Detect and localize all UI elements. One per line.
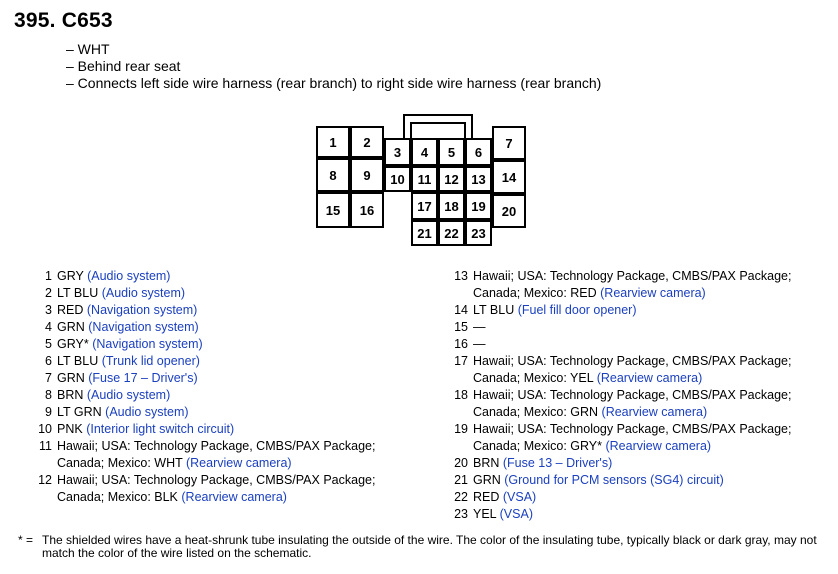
pin-circuit-description: (Audio system) [105,405,189,419]
pin-circuit-description: (VSA) [502,490,537,504]
pin-number: 2 [45,286,52,300]
connector-pin-11: 11 [411,166,438,192]
pin-circuit-description: (Ground for PCM sensors (SG4) circuit) [504,473,724,487]
pin-number: 13 [454,269,468,283]
pin-entry-23 [446,506,834,523]
pin-wire-info: BRN [57,388,87,402]
pin-number: 22 [454,490,468,504]
connector-pin-13: 13 [465,166,492,192]
pin-circuit-description: (Rearview camera) [185,456,292,470]
pin-entry-12 [30,472,430,506]
connector-pin-18: 18 [438,192,465,220]
pin-wire-info: LT BLU [57,354,102,368]
pin-wire-info: LT GRN [57,405,106,419]
pin-circuit-description: (Navigation system) [88,320,199,334]
pin-wire-info: PNK [57,422,87,436]
pin-wire-info: Hawaii; USA: Technology Package, CMBS/PAX Package; [473,388,792,402]
pin-number: 16 [454,337,468,351]
pin-number: 3 [45,303,52,317]
pin-circuit-description: (Rearview camera) [605,439,712,453]
pin-wire-info: Hawaii; USA: Technology Package, CMBS/PAX Package; [473,422,792,436]
pin-number: 21 [454,473,468,487]
pin-number: 20 [454,456,468,470]
pin-circuit-description: (Audio system) [86,388,171,402]
pin-wire-info: Hawaii; USA: Technology Package, CMBS/PAX Package; [473,269,792,283]
pin-number: 15 [454,320,468,334]
connector-pin-23: 23 [465,220,492,246]
pin-wire-info: LT BLU [57,286,102,300]
connector-color-note: – WHT [66,41,110,57]
pin-entry-20 [446,455,834,472]
connector-pin-7: 7 [492,126,526,160]
pin-circuit-description: (Fuel fill door opener) [517,303,637,317]
pin-number: 9 [45,405,52,419]
footnote-mark: * = [18,533,34,547]
pin-wire-info: GRN [57,320,89,334]
connector-pin-17: 17 [411,192,438,220]
pin-circuit-description: (Fuse 17 – Driver's) [88,371,198,385]
connector-pin-6: 6 [465,138,492,166]
pin-entry-21 [446,472,834,489]
connector-pin-1: 1 [316,126,350,158]
connector-connection-note: – Connects left side wire harness (rear branch) to right side wire harness (rear branch) [66,75,602,91]
footnote [18,534,828,560]
pin-number: 4 [45,320,52,334]
pin-entry-13 [446,268,834,302]
pin-wire-info: GRN [57,371,89,385]
pin-wire-info: GRN [473,473,505,487]
connector-pin-15: 15 [316,192,350,228]
pin-entry-9 [30,404,430,421]
pin-entry-17 [446,353,834,387]
pin-number: 7 [45,371,52,385]
pin-entry-8 [30,387,430,404]
connector-pin-12: 12 [438,166,465,192]
pin-wire-info: LT BLU [473,303,518,317]
pin-number: 1 [45,269,52,283]
pin-wire-info: YEL [473,507,500,521]
pin-wire-info: Canada; Mexico: YEL [473,371,597,385]
pin-entry-16 [446,336,834,353]
pin-list-right [446,268,834,523]
pin-number: 12 [38,473,52,487]
pin-number: 11 [39,439,52,453]
page-title: 395. C653 [14,9,113,32]
connector-notes [66,41,601,92]
connector-pin-21: 21 [411,220,438,246]
pin-entry-18 [446,387,834,421]
pin-circuit-description: (Interior light switch circuit) [86,422,235,436]
pin-wire-info: — [473,320,486,334]
pin-circuit-description: (Rearview camera) [601,405,708,419]
pin-circuit-description: (VSA) [499,507,533,521]
connector-pin-22: 22 [438,220,465,246]
connector-pin-5: 5 [438,138,465,166]
pin-number: 8 [45,388,52,402]
connector-pin-9: 9 [350,158,384,192]
pin-wire-info: GRY* [57,337,93,351]
pin-circuit-description: (Navigation system) [92,337,203,351]
pin-wire-info: Hawaii; USA: Technology Package, CMBS/PAX Package; [473,354,792,368]
pin-number: 5 [45,337,52,351]
footnote-text: The shielded wires have a heat-shrunk tube insulating the outside of the wire. The color of the insulating tube, typically black or dark gray, may not match the color of the wire listed on the schematic. [42,533,817,560]
pin-entry-19 [446,421,834,455]
pin-wire-info: Hawaii; USA: Technology Package, CMBS/PAX Package; [57,473,376,487]
pin-circuit-description: (Rearview camera) [596,371,703,385]
pin-number: 19 [454,422,468,436]
connector-pin-20: 20 [492,194,526,228]
pin-entry-5 [30,336,430,353]
pin-circuit-description: (Audio system) [87,269,171,283]
connector-pin-14: 14 [492,160,526,194]
pin-wire-info: Hawaii; USA: Technology Package, CMBS/PAX Package; [57,439,376,453]
pin-entry-3 [30,302,430,319]
connector-pin-8: 8 [316,158,350,192]
pin-list-left [30,268,430,506]
pin-wire-info: Canada; Mexico: GRN [473,405,602,419]
connector-pin-16: 16 [350,192,384,228]
pin-entry-2 [30,285,430,302]
connector-pin-19: 19 [465,192,492,220]
pin-number: 14 [454,303,468,317]
pin-entry-10 [30,421,430,438]
connector-pin-4: 4 [411,138,438,166]
connector-pin-3: 3 [384,138,411,166]
pin-number: 10 [38,422,52,436]
pin-wire-info: Canada; Mexico: RED [473,286,601,300]
connector-pin-2: 2 [350,126,384,158]
pin-circuit-description: (Audio system) [101,286,186,300]
pin-wire-info: Canada; Mexico: WHT [57,456,186,470]
pin-wire-info: Canada; Mexico: GRY* [473,439,606,453]
pin-wire-info: GRY [57,269,88,283]
pin-entry-1 [30,268,430,285]
connector-location-note: – Behind rear seat [66,58,181,74]
pin-entry-11 [30,438,430,472]
pin-wire-info: BRN [473,456,503,470]
pin-entry-22 [446,489,834,506]
pin-number: 18 [454,388,468,402]
pin-entry-4 [30,319,430,336]
pin-wire-info: RED [57,303,87,317]
pin-circuit-description: (Rearview camera) [600,286,706,300]
pin-circuit-description: (Fuse 13 – Driver's) [502,456,613,470]
pin-wire-info: Canada; Mexico: BLK [57,490,182,504]
pin-circuit-description: (Rearview camera) [181,490,287,504]
pin-number: 17 [454,354,468,368]
pin-entry-15 [446,319,834,336]
pin-circuit-description: (Trunk lid opener) [101,354,200,368]
pin-entry-14 [446,302,834,319]
pin-number: 6 [45,354,52,368]
connector-pin-10: 10 [384,166,411,192]
pin-wire-info: RED [473,490,503,504]
pin-entry-6 [30,353,430,370]
pin-number: 23 [454,507,468,521]
pin-wire-info: — [473,337,486,351]
pin-entry-7 [30,370,430,387]
pin-circuit-description: (Navigation system) [86,303,198,317]
